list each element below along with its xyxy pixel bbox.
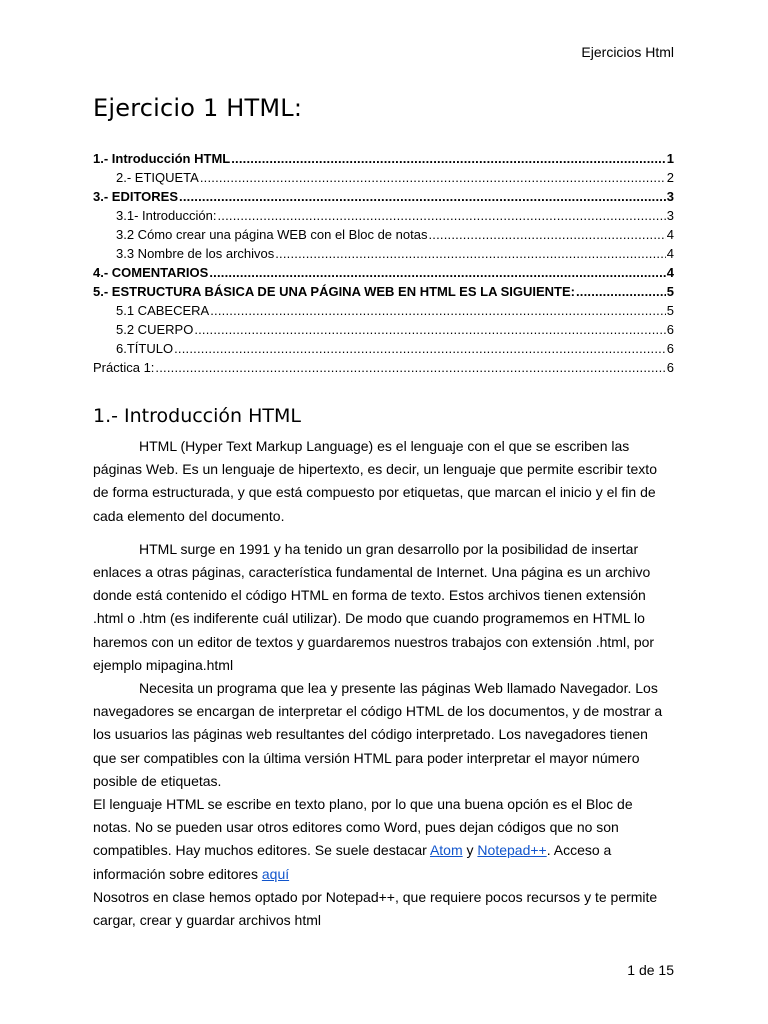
toc-leader-dots bbox=[179, 187, 666, 206]
toc-leader-dots bbox=[576, 282, 666, 301]
editors-info-link[interactable]: aquí bbox=[261, 865, 290, 882]
toc-entry[interactable] bbox=[93, 282, 674, 301]
toc-entry[interactable] bbox=[93, 225, 674, 244]
section-heading: 1.- Introducción HTML bbox=[93, 405, 301, 427]
toc-entry[interactable] bbox=[93, 244, 674, 263]
notepad-plus-plus-link[interactable]: Notepad++ bbox=[477, 842, 547, 859]
toc-entry[interactable] bbox=[93, 320, 674, 339]
toc-entry-label: 5.1 CABECERA bbox=[116, 303, 210, 318]
toc-entry-label: 3.3 Nombre de los archivos bbox=[116, 246, 275, 261]
page-header: Ejercicios Html bbox=[581, 44, 674, 60]
toc-leader-dots bbox=[155, 358, 665, 377]
toc-leader-dots bbox=[200, 168, 666, 187]
toc-leader-dots bbox=[428, 225, 665, 244]
toc-entry-page: 6 bbox=[666, 360, 674, 375]
toc-entry-page: 5 bbox=[666, 303, 674, 318]
toc-entry-page: 5 bbox=[666, 284, 674, 299]
toc-leader-dots bbox=[231, 149, 666, 168]
toc-entry-label: 3.- EDITORES bbox=[93, 189, 179, 204]
paragraph-5: Nosotros en clase hemos optado por Notepad++, que requiere pocos recursos y te permite cargar, crear y guardar archivos html bbox=[93, 888, 658, 929]
paragraph-4 bbox=[93, 793, 674, 886]
table-of-contents bbox=[93, 149, 674, 377]
toc-entry-label: 3.1- Introducción: bbox=[116, 208, 217, 223]
section-body bbox=[93, 435, 674, 932]
toc-leader-dots bbox=[275, 244, 666, 263]
toc-entry[interactable] bbox=[93, 206, 674, 225]
toc-leader-dots bbox=[210, 301, 666, 320]
paragraph-4-text-c: . Acceso a información sobre editores bbox=[93, 842, 612, 882]
toc-leader-dots bbox=[194, 320, 665, 339]
toc-entry[interactable] bbox=[93, 263, 674, 282]
toc-leader-dots bbox=[217, 206, 665, 225]
document-title: Ejercicio 1 HTML: bbox=[93, 94, 303, 122]
toc-entry[interactable] bbox=[93, 168, 674, 187]
toc-entry[interactable] bbox=[93, 358, 674, 377]
toc-entry-page: 4 bbox=[666, 246, 674, 261]
paragraph-2: HTML surge en 1991 y ha tenido un gran desarrollo por la posibilidad de insertar enlaces a otras páginas, característica fundamental de Internet. Una página es un archivo donde está contenido el código HTML en forma de texto. Estos archivos tienen extensión .html o .htm (es indiferente cuál utilizar). De modo que cuando programemos en HTML lo haremos con un editor de textos y guardaremos nuestros trabajos con extensión .html, por ejemplo mipagina.html bbox=[93, 540, 655, 673]
toc-entry-label: 5.- ESTRUCTURA BÁSICA DE UNA PÁGINA WEB EN HTML ES LA SIGUIENTE: bbox=[93, 284, 575, 299]
toc-entry-page: 1 bbox=[666, 151, 674, 166]
atom-link[interactable]: Atom bbox=[429, 842, 463, 859]
toc-entry-page: 3 bbox=[666, 208, 674, 223]
toc-entry-label: 6.TÍTULO bbox=[116, 341, 174, 356]
toc-entry[interactable] bbox=[93, 187, 674, 206]
toc-entry-page: 4 bbox=[666, 265, 674, 280]
toc-entry-page: 6 bbox=[666, 322, 674, 337]
toc-entry-label: 5.2 CUERPO bbox=[116, 322, 194, 337]
toc-entry[interactable] bbox=[93, 301, 674, 320]
toc-entry-label: 4.- COMENTARIOS bbox=[93, 265, 209, 280]
toc-entry-page: 4 bbox=[666, 227, 674, 242]
paragraph-3: Necesita un programa que lea y presente las páginas Web llamado Navegador. Los navegadores se encargan de interpretar el código HTML de los documentos, y de mostrar a los usuarios las páginas web resultantes del código interpretado. Los navegadores tienen que ser compatibles con la última versión HTML para poder interpretar el mayor número posible de etiquetas. bbox=[93, 680, 663, 789]
toc-entry[interactable] bbox=[93, 339, 674, 358]
toc-leader-dots bbox=[209, 263, 665, 282]
paragraph-1: HTML (Hyper Text Markup Language) es el lenguaje con el que se escriben las páginas Web. Es un lenguaje de hipertexto, es decir, un lenguaje que permite escribir texto de forma estructurada, y que está compuesto por etiquetas, que marcan el inicio y el fin de cada elemento del documento. bbox=[93, 438, 657, 524]
toc-entry-page: 6 bbox=[666, 341, 674, 356]
toc-entry-page: 3 bbox=[666, 189, 674, 204]
toc-entry-label: 3.2 Cómo crear una página WEB con el Bloc de notas bbox=[116, 227, 428, 242]
paragraph-4-text-b: y bbox=[462, 842, 478, 859]
toc-leader-dots bbox=[174, 339, 666, 358]
toc-entry-label: 1.- Introducción HTML bbox=[93, 151, 231, 166]
toc-entry-label: Práctica 1: bbox=[93, 360, 155, 375]
toc-entry-label: 2.- ETIQUETA bbox=[116, 170, 199, 185]
paragraph-4-text-a: El lenguaje HTML se escribe en texto plano, por lo que una buena opción es el Bloc de notas. No se pueden usar otros editores como Word, pues dejan códigos que no son compatibles. Hay muchos editores. Se suele destacar bbox=[93, 796, 633, 859]
toc-entry[interactable] bbox=[93, 149, 674, 168]
page-number: 1 de 15 bbox=[627, 962, 674, 978]
toc-entry-page: 2 bbox=[666, 170, 674, 185]
